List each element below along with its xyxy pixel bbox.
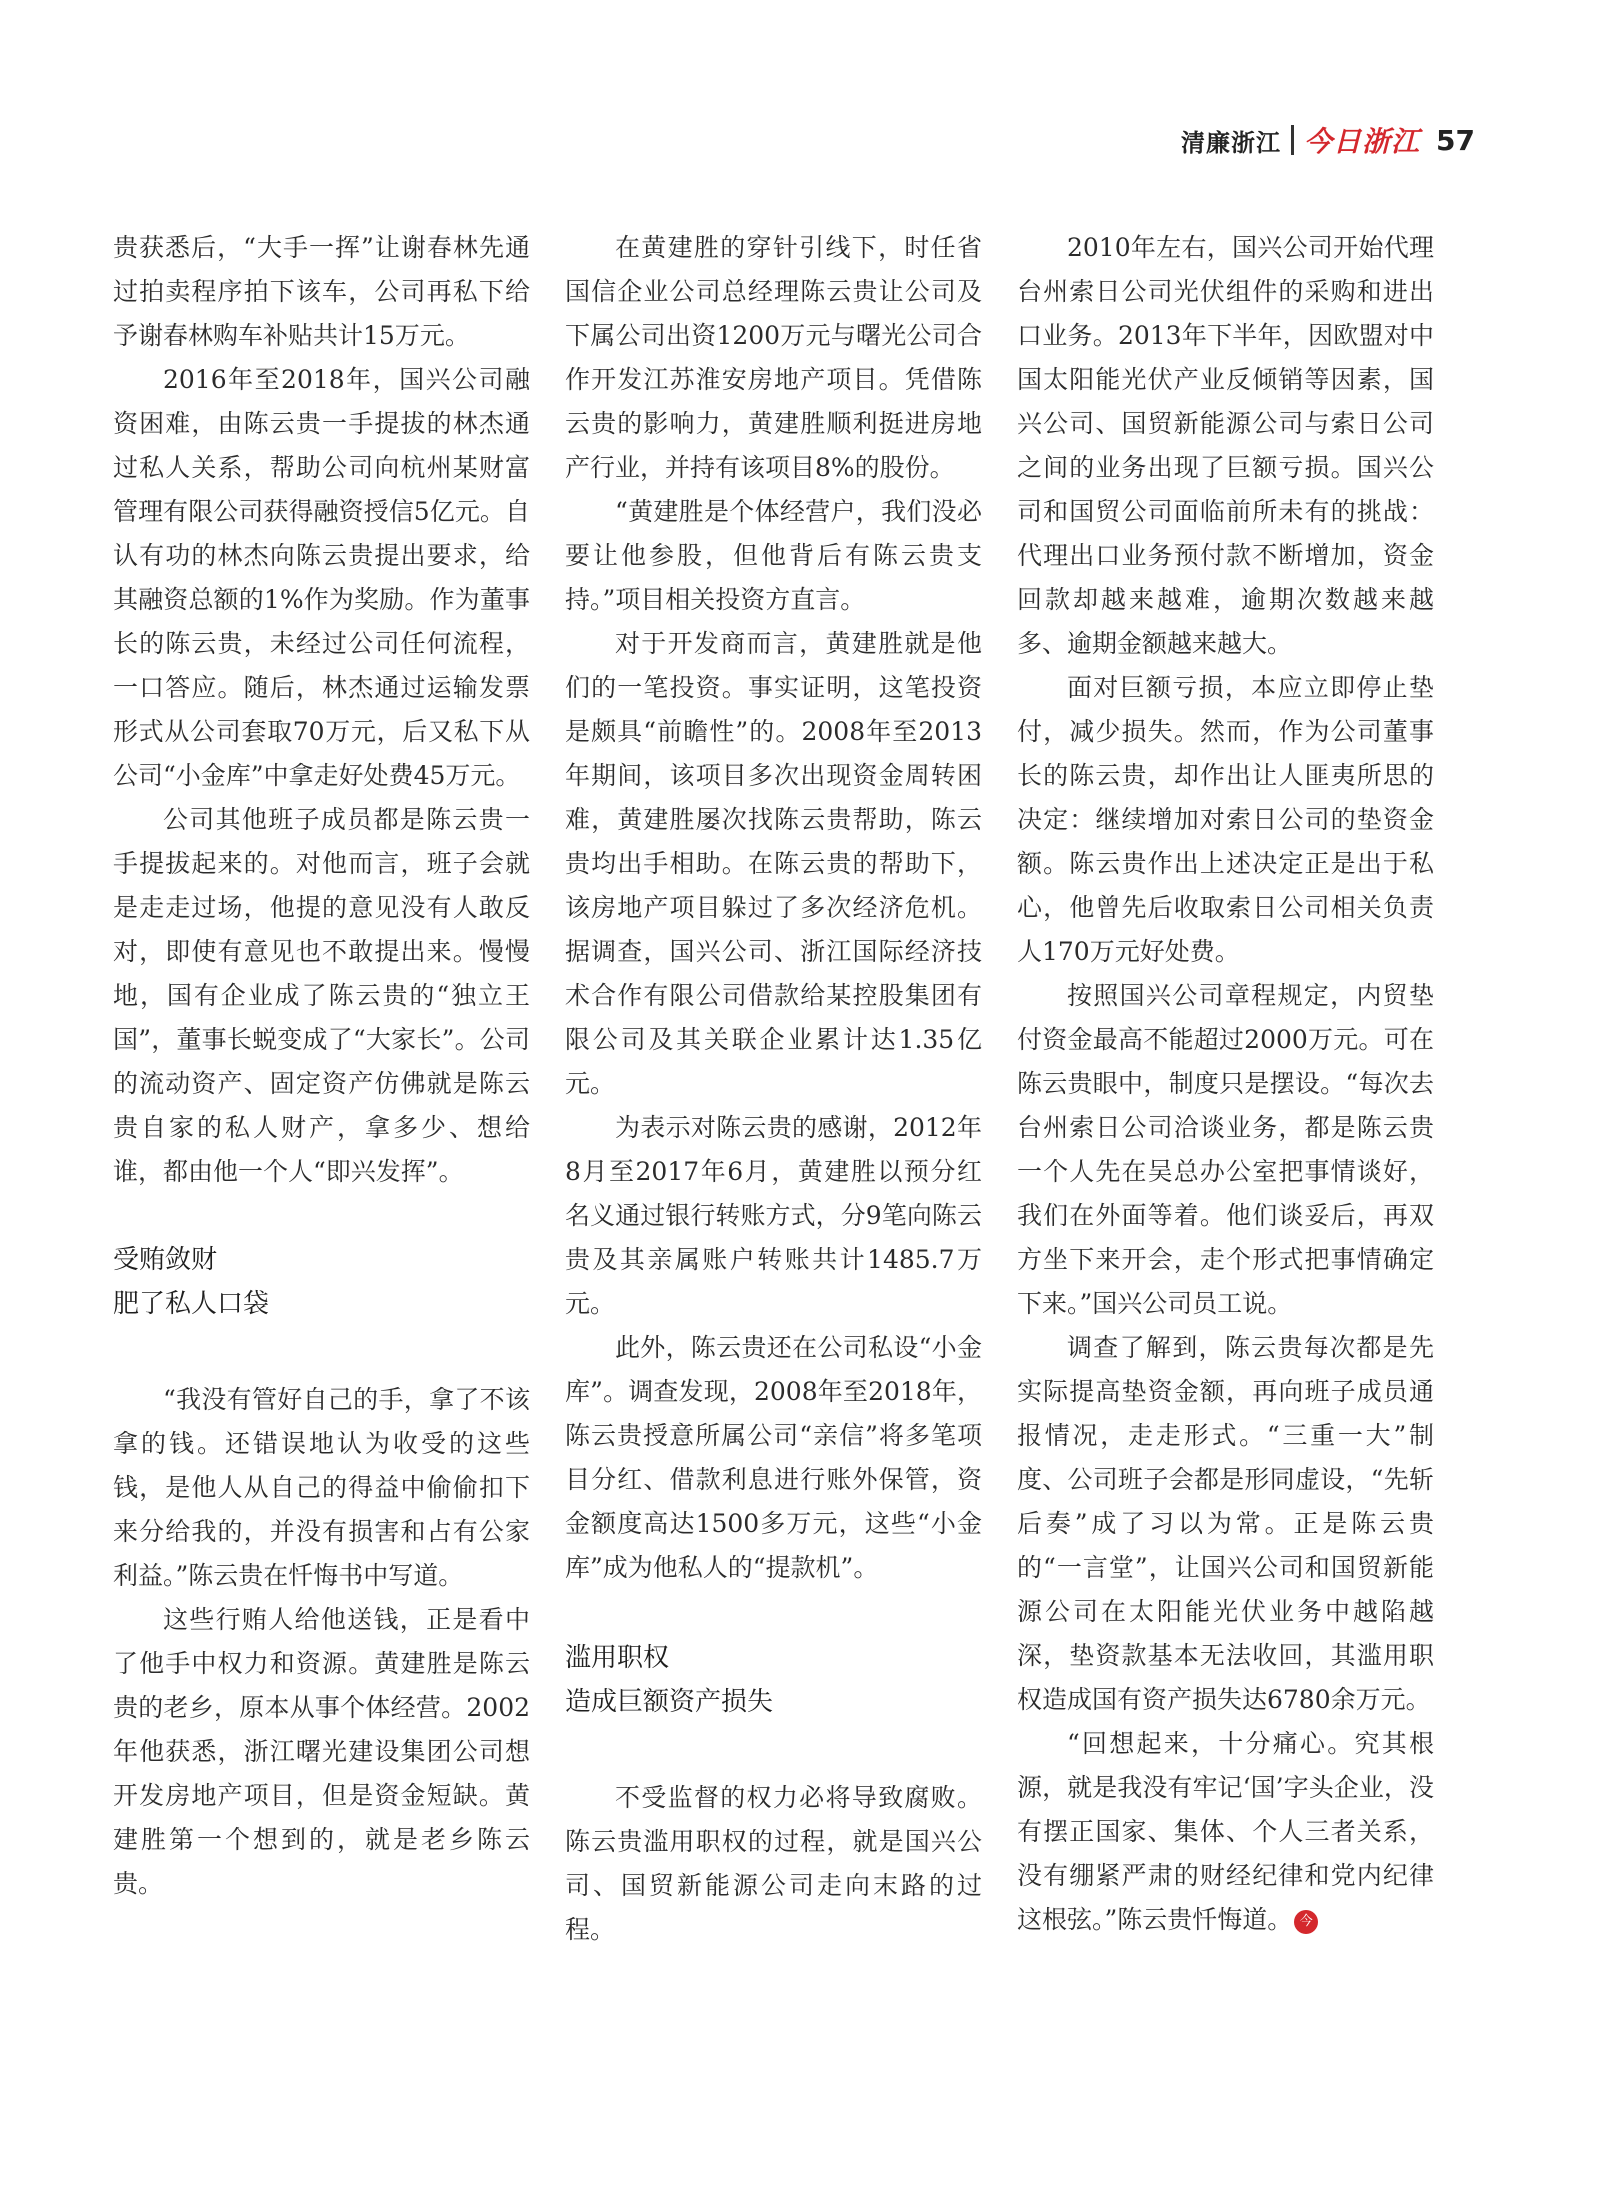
- paragraph: “黄建胜是个体经营户，我们没必要让他参股，但他背后有陈云贵支持。”项目相关投资方直言。: [565, 497, 982, 614]
- paragraph: 调查了解到，陈云贵每次都是先实际提高垫资金额，再向班子成员通报情况，走走形式。“三重一大”制度、公司班子会都是形同虚设，“先斩后奏”成了习以为常。正是陈云贵的“一言堂”，让国兴公司和国贸新能源公司在太阳能光伏业务中越陷越深，垫资款基本无法收回，其滥用职权造成国有资产损失达6780余万元。: [1017, 1333, 1434, 1714]
- paragraph: 公司其他班子成员都是陈云贵一手提拔起来的。对他而言，班子会就是走走过场，他提的意见没有人敢反对，即使有意见也不敢提出来。慢慢地，国有企业成了陈云贵的“独立王国”，董事长蜕变成了“大家长”。公司的流动资产、固定资产仿佛就是陈云贵自家的私人财产，拿多少、想给谁，都由他一个人“即兴发挥”。: [113, 805, 530, 1186]
- paragraph: 对于开发商而言，黄建胜就是他们的一笔投资。事实证明，这笔投资是颇具“前瞻性”的。2008年至2013年期间，该项目多次出现资金周转困难，黄建胜屡次找陈云贵帮助，陈云贵均出手相助。在陈云贵的帮助下，该房地产项目躲过了多次经济危机。据调查，国兴公司、浙江国际经济技术合作有限公司借款给某控股集团有限公司及其关联企业累计达1.35亿元。: [565, 629, 982, 1098]
- subheading-abuse-of-power: [565, 1636, 982, 1724]
- paragraph: 贵获悉后，“大手一挥”让谢春林先通过拍卖程序拍下该车，公司再私下给予谢春林购车补贴共计15万元。: [113, 233, 530, 350]
- paragraph: 此外，陈云贵还在公司私设“小金库”。调查发现，2008年至2018年，陈云贵授意所属公司“亲信”将多笔项目分红、借款利息进行账外保管，资金额度高达1500多万元，这些“小金库”成为他私人的“提款机”。: [565, 1333, 982, 1582]
- paragraph: 这些行贿人给他送钱，正是看中了他手中权力和资源。黄建胜是陈云贵的老乡，原本从事个体经营。2002年他获悉，浙江曙光建设集团公司想开发房地产项目，但是资金短缺。黄建胜第一个想到的，就是老乡陈云贵。: [113, 1605, 530, 1898]
- article-column-3: [1017, 226, 1434, 1942]
- header-divider: [1291, 125, 1294, 155]
- paragraph: 面对巨额亏损，本应立即停止垫付，减少损失。然而，作为公司董事长的陈云贵，却作出让人匪夷所思的决定：继续增加对索日公司的垫资金额。陈云贵作出上述决定正是出于私心，他曾先后收取索日公司相关负责人170万元好处费。: [1017, 673, 1434, 966]
- paragraph: 不受监督的权力必将导致腐败。陈云贵滥用职权的过程，就是国兴公司、国贸新能源公司走向末路的过程。: [565, 1783, 982, 1944]
- subheading-line: 受贿敛财: [113, 1245, 218, 1275]
- page-number: 57: [1436, 123, 1475, 157]
- article-column-2: [565, 226, 982, 1952]
- article-column-1: [113, 226, 530, 1906]
- paragraph: 2016年至2018年，国兴公司融资困难，由陈云贵一手提拔的林杰通过私人关系，帮助公司向杭州某财富管理有限公司获得融资授信5亿元。自认有功的林杰向陈云贵提出要求，给其融资总额的1%作为奖励。作为董事长的陈云贵，未经过公司任何流程，一口答应。随后，林杰通过运输发票形式从公司套取70万元，后又私下从公司“小金库”中拿走好处费45万元。: [113, 365, 530, 790]
- subheading-line: 造成巨额资产损失: [565, 1687, 774, 1717]
- subheading-bribery: [113, 1238, 530, 1326]
- subheading-line: 滥用职权: [565, 1643, 670, 1673]
- paragraph: 在黄建胜的穿针引线下，时任省国信企业公司总经理陈云贵让公司及下属公司出资1200万元与曙光公司合作开发江苏淮安房地产项目。凭借陈云贵的影响力，黄建胜顺利挺进房地产行业，并持有该项目8%的股份。: [565, 233, 982, 482]
- section-name: 清廉浙江: [1181, 128, 1282, 157]
- paragraph-text: “回想起来，十分痛心。究其根源，就是我没有牢记‘国’字头企业，没有摆正国家、集体、个人三者关系，没有绷紧严肃的财经纪律和党内纪律这根弦。”陈云贵忏悔道。: [1017, 1729, 1434, 1934]
- paragraph: 按照国兴公司章程规定，内贸垫付资金最高不能超过2000万元。可在陈云贵眼中，制度只是摆设。“每次去台州索日公司洽谈业务，都是陈云贵一个人先在吴总办公室把事情谈好，我们在外面等着。他们谈妥后，再双方坐下来开会，走个形式把事情确定下来。”国兴公司员工说。: [1017, 981, 1434, 1318]
- closing-paragraph: [1017, 1722, 1434, 1942]
- paragraph: “我没有管好自己的手，拿了不该拿的钱。还错误地认为收受的这些钱，是他人从自己的得益中偷偷扣下来分给我的，并没有损害和占有公家利益。”陈云贵在忏悔书中写道。: [113, 1385, 530, 1590]
- end-mark-icon: 今: [1294, 1910, 1318, 1934]
- paragraph: 2010年左右，国兴公司开始代理台州索日公司光伏组件的采购和进出口业务。2013年下半年，因欧盟对中国太阳能光伏产业反倾销等因素，国兴公司、国贸新能源公司与索日公司之间的业务出现了巨额亏损。国兴公司和国贸公司面临前所未有的挑战：代理出口业务预付款不断增加，资金回款却越来越难，逾期次数越来越多、逾期金额越来越大。: [1017, 233, 1434, 658]
- page-header: [1181, 120, 1475, 160]
- subheading-line: 肥了私人口袋: [113, 1289, 270, 1319]
- magazine-logo: 今日浙江: [1304, 125, 1421, 158]
- paragraph: 为表示对陈云贵的感谢，2012年8月至2017年6月，黄建胜以预分红名义通过银行转账方式，分9笔向陈云贵及其亲属账户转账共计1485.7万元。: [565, 1113, 982, 1318]
